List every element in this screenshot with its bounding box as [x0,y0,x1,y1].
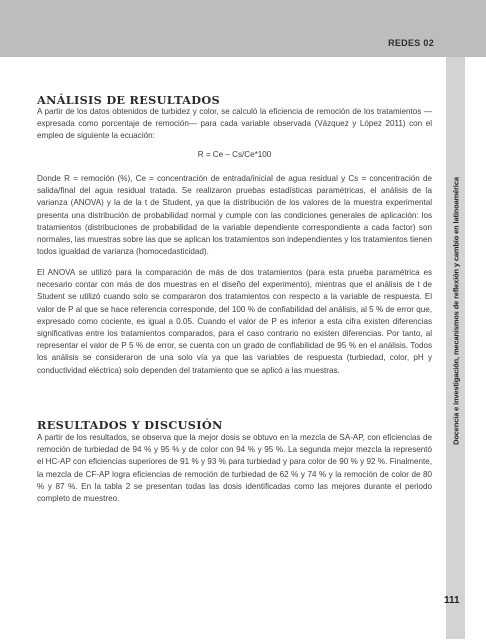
sidebar-band [446,57,465,639]
running-header: REDES 02 [388,38,434,48]
equation: R = Ce – Cs/Ce*100 [197,150,272,159]
section-heading-analisis: ANÁLISIS DE RESULTADOS [37,93,220,107]
paragraph-definitions: Donde R = remoción (%), Ce = concentración de entrada/inicial de agua residual y Cs = concentración de salida/final del agua residual tratada. Se realizaron pruebas estadísticas paramétricas, el análisis de la varianza (ANOVA) y la de la t de Student, ya que la distribución de los valores de la muestra experimental presenta una distribución de probabilidad normal y cumple con las condiciones generales de aplicación: los tratamientos (distribuciones de probabilidad de la variable dependiente correspondiente a cada factor) son normales, las muestras sobre las que se aplican los tratamientos son independientes y los tratamientos tienen todos igualdad de varianza (homocedasticidad). [37,174,433,257]
header-band [0,0,486,57]
paragraph-anova: El ANOVA se utilizó para la comparación de más de dos tratamientos (para esta prueba paramétrica es necesario contar con más de dos muestras en el diseño del experimento), mientras que el análisis de t de Student se utilizó cuando solo se compararon dos tratamientos con respecto a la variable de respuesta. El valor de P al que se hace referencia corresponde, del 100 % de confiabilidad del análisis, al 5 % de error que, expresado como cociente, es igual a 0.05. Cuando el valor de P es inferior a esta cifra existen diferencias significativas entre los tratamientos comparados, para el caso contrario no existen diferencias. Por tanto, al representar el valor de P 5 % de error, se cuenta con un grado de confiabilidad de 95 % en el análisis. Todos los análisis se consideraron de una solo vía ya que las variables de respuesta (turbiedad, color, pH y conductividad eléctrica) solo dependen del tratamiento que se aplicó a las muestras. [37,268,432,375]
section-heading-resultados: RESULTADOS Y DISCUSIÓN [37,418,223,432]
page-number: 111 [444,595,460,606]
paragraph-intro: A partir de los datos obtenidos de turbidez y color, se calculó la eficiencia de remoción de los tratamientos —expresada como porcentaje de remoción— para cada variable observada (Vázquez y López 2011) con el empleo de siguiente la ecuación: [37,107,432,141]
sidebar-vertical-text: Docencia e investigación, mecanismos de reflexión y cambio en latinoamérica [451,177,460,445]
sidebar-vertical-title [446,57,465,639]
paragraph-results: A partir de los resultados, se observa que la mejor dosis se obtuvo en la mezcla de SA-AP, con eficiencias de remoción de turbiedad de 94 % y 95 % y de color con 94 % y 95 %. La segunda mejor mezcla la representó el HC-AP con eficiencias superiores de 91 % y 93 % para turbiedad y para color de 90 % y 92 %. Finalmente, la mezcla de CF-AP logra eficiencias de remoción de turbiedad de 62 % y 74 % y la remoción de color de 80 % y 87 %. En la tabla 2 se presentan todas las dosis identificadas como las mejores durante el periodo completo de muestreo. [37,433,432,504]
